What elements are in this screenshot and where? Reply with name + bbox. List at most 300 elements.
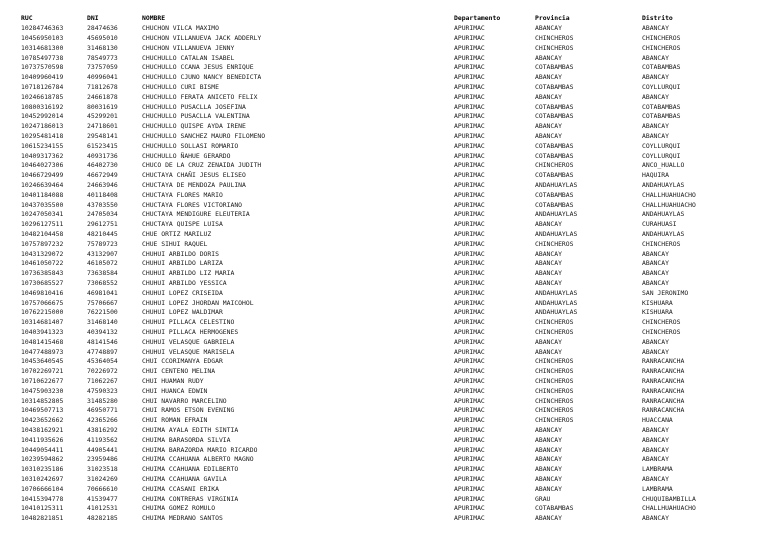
dni-cell: 45299201 — [87, 112, 118, 121]
ruc-cell: 10246618785 — [21, 92, 64, 101]
distrito-cell: COTABAMBAS — [642, 112, 681, 121]
distrito-cell: RANRACANCHA — [642, 367, 685, 376]
table-row — [0, 24, 768, 34]
departamento-cell: APURIMAC — [454, 112, 485, 121]
provincia-cell: ABANCAY — [535, 475, 562, 483]
provincia-cell: COTABAMBAS — [535, 83, 574, 91]
departamento-cell: APURIMAC — [454, 63, 485, 72]
provincia-cell: ABANCAY — [535, 484, 562, 493]
distrito-cell: ABANCAY — [642, 53, 669, 62]
distrito-cell: KISHUARA — [642, 298, 673, 307]
departamento-cell: APURIMAC — [454, 279, 485, 287]
table-row — [0, 387, 768, 397]
departamento-cell: APURIMAC — [454, 367, 485, 376]
provincia-cell: CHINCHEROS — [535, 34, 574, 42]
nombre-cell: CHUI HUAMAN RUDY — [142, 377, 204, 385]
table-row — [0, 83, 768, 93]
provincia-cell: COTABAMBAS — [535, 102, 574, 111]
table-row — [0, 465, 768, 475]
ruc-cell: 10247050341 — [21, 210, 64, 219]
ruc-cell: 10431329072 — [21, 249, 64, 258]
provincia-cell: ANDAHUAYLAS — [535, 308, 578, 317]
table-row — [0, 54, 768, 64]
dni-cell: 24661878 — [87, 92, 118, 101]
provincia-cell: CHINCHEROS — [535, 386, 574, 395]
nombre-cell: CHUI NAVARRO MARCELINO — [142, 396, 227, 405]
distrito-cell: ABANCAY — [642, 455, 669, 464]
dni-cell: 75706667 — [87, 298, 118, 307]
ruc-cell: 10730685527 — [21, 279, 64, 287]
provincia-cell: ABANCAY — [535, 337, 562, 346]
dni-cell: 43132907 — [87, 249, 118, 258]
table-row — [0, 210, 768, 220]
distrito-cell: ABANCAY — [642, 269, 669, 278]
nombre-cell: CHUHUI PILLACA HERMOGENES — [142, 328, 239, 336]
departamento-cell: APURIMAC — [454, 504, 485, 513]
departamento-cell: APURIMAC — [454, 377, 485, 385]
departamento-cell: APURIMAC — [454, 514, 485, 523]
table-row — [0, 269, 768, 279]
distrito-cell: CHINCHEROS — [642, 34, 681, 42]
table-row — [0, 485, 768, 495]
distrito-cell: LAMBRAMA — [642, 484, 673, 493]
departamento-cell: APURIMAC — [454, 298, 485, 307]
provincia-cell: COTABAMBAS — [535, 171, 574, 180]
provincia-cell: ABANCAY — [535, 24, 562, 33]
table-row — [0, 406, 768, 416]
ruc-cell: 10702269721 — [21, 367, 64, 376]
dni-cell: 42365266 — [87, 416, 118, 425]
provincia-cell: CHINCHEROS — [535, 377, 574, 385]
provincia-cell: CHINCHEROS — [535, 43, 574, 52]
nombre-cell: CHUCTAYA QUISPE LUISA — [142, 220, 223, 229]
distrito-cell: RANRACANCHA — [642, 406, 685, 415]
table-row — [0, 240, 768, 250]
header-provincia: Provincia — [535, 14, 570, 22]
departamento-cell: APURIMAC — [454, 494, 485, 503]
provincia-cell: COTABAMBAS — [535, 141, 574, 150]
nombre-cell: CHUCHULLO CJUNO NANCY BENEDICTA — [142, 73, 262, 82]
nombre-cell: CHUIMA BARASORDA SILVIA — [142, 435, 231, 444]
provincia-cell: COTABAMBAS — [535, 504, 574, 513]
provincia-cell: CHINCHEROS — [535, 357, 574, 366]
departamento-cell: APURIMAC — [454, 406, 485, 415]
nombre-cell: CHUHUI LOPEZ JHORDAN MAICOHOL — [142, 298, 254, 307]
departamento-cell: APURIMAC — [454, 435, 485, 444]
ruc-cell: 10314681407 — [21, 318, 64, 327]
dni-cell: 47748897 — [87, 347, 118, 356]
nombre-cell: CHUE SIHUI RAQUEL — [142, 239, 208, 248]
distrito-cell: CHALLHUAHUACHO — [642, 200, 696, 209]
ruc-cell: 10469810416 — [21, 288, 64, 297]
table-row — [0, 259, 768, 269]
ruc-cell: 10247186013 — [21, 122, 64, 131]
distrito-cell: ABANCAY — [642, 249, 669, 258]
table-row — [0, 279, 768, 289]
table-row — [0, 455, 768, 465]
nombre-cell: CHUCO DE LA CRUZ ZENAIDA JUDITH — [142, 161, 262, 170]
nombre-cell: CHUE ORTIZ MARILUZ — [142, 230, 212, 238]
provincia-cell: ABANCAY — [535, 220, 562, 229]
distrito-cell: COTABAMBAS — [642, 63, 681, 72]
departamento-cell: APURIMAC — [454, 445, 485, 454]
distrito-cell: ABANCAY — [642, 122, 669, 131]
ruc-cell: 10469507713 — [21, 406, 64, 415]
provincia-cell: ABANCAY — [535, 279, 562, 287]
table-row — [0, 357, 768, 367]
table-row — [0, 73, 768, 83]
departamento-cell: APURIMAC — [454, 230, 485, 238]
dni-cell: 31024269 — [87, 475, 118, 483]
table-row — [0, 514, 768, 524]
table-row — [0, 475, 768, 485]
dni-cell: 41193562 — [87, 435, 118, 444]
departamento-cell: APURIMAC — [454, 210, 485, 219]
provincia-cell: COTABAMBAS — [535, 200, 574, 209]
ruc-cell: 10757897232 — [21, 239, 64, 248]
distrito-cell: HAQUIRA — [642, 171, 669, 180]
nombre-cell: CHUI CCORIMANYA EDGAR — [142, 357, 223, 366]
distrito-cell: ABANCAY — [642, 475, 669, 483]
dni-cell: 45364054 — [87, 357, 118, 366]
ruc-cell: 10453640545 — [21, 357, 64, 366]
departamento-cell: APURIMAC — [454, 43, 485, 52]
nombre-cell: CHUIMA AYALA EDITH SINTIA — [142, 426, 239, 434]
distrito-cell: ABANCAY — [642, 337, 669, 346]
ruc-cell: 10423652662 — [21, 416, 64, 425]
dni-cell: 71062267 — [87, 377, 118, 385]
dni-cell: 70666610 — [87, 484, 118, 493]
nombre-cell: CHUCTAYA CHAÑI JESUS ELISEO — [142, 171, 246, 180]
ruc-cell: 10409317362 — [21, 151, 64, 160]
nombre-cell: CHUCHULLO PUSACLLA JOSEFINA — [142, 102, 246, 111]
ruc-cell: 10481415468 — [21, 337, 64, 346]
distrito-cell: CHUQUIBAMBILLA — [642, 494, 696, 503]
nombre-cell: CHUHUI VELASQUE GABRIELA — [142, 337, 235, 346]
distrito-cell: ABANCAY — [642, 92, 669, 101]
departamento-cell: APURIMAC — [454, 83, 485, 91]
ruc-cell: 10410125311 — [21, 504, 64, 513]
departamento-cell: APURIMAC — [454, 328, 485, 336]
departamento-cell: APURIMAC — [454, 102, 485, 111]
departamento-cell: APURIMAC — [454, 181, 485, 189]
distrito-cell: ABANCAY — [642, 347, 669, 356]
provincia-cell: CHINCHEROS — [535, 328, 574, 336]
table-row — [0, 171, 768, 181]
ruc-cell: 10314681300 — [21, 43, 64, 52]
departamento-cell: APURIMAC — [454, 308, 485, 317]
departamento-cell: APURIMAC — [454, 426, 485, 434]
departamento-cell: APURIMAC — [454, 161, 485, 170]
ruc-cell: 10737570598 — [21, 63, 64, 72]
dni-cell: 47590323 — [87, 386, 118, 395]
ruc-cell: 10466729499 — [21, 171, 64, 180]
dni-cell: 40931736 — [87, 151, 118, 160]
table-row — [0, 504, 768, 514]
departamento-cell: APURIMAC — [454, 151, 485, 160]
ruc-cell: 10314852805 — [21, 396, 64, 405]
table-row — [0, 103, 768, 113]
distrito-cell: RANRACANCHA — [642, 386, 685, 395]
nombre-cell: CHUCTAYA FLORES VICTORIANO — [142, 200, 243, 209]
dni-cell: 29612751 — [87, 220, 118, 229]
distrito-cell: CHINCHEROS — [642, 318, 681, 327]
provincia-cell: CHINCHEROS — [535, 406, 574, 415]
table-row — [0, 377, 768, 387]
provincia-cell: ANDAHUAYLAS — [535, 288, 578, 297]
departamento-cell: APURIMAC — [454, 239, 485, 248]
dni-cell: 29548141 — [87, 132, 118, 140]
dni-cell: 24663946 — [87, 181, 118, 189]
ruc-cell: 10482821851 — [21, 514, 64, 523]
distrito-cell: KISHUARA — [642, 308, 673, 317]
provincia-cell: ABANCAY — [535, 455, 562, 464]
ruc-cell: 10475903230 — [21, 386, 64, 395]
ruc-cell: 10239594862 — [21, 455, 64, 464]
provincia-cell: ABANCAY — [535, 426, 562, 434]
nombre-cell: CHUCHULLO QUISPE AYDA IRENE — [142, 122, 246, 131]
departamento-cell: APURIMAC — [454, 386, 485, 395]
ruc-cell: 10785497738 — [21, 53, 64, 62]
table-row — [0, 93, 768, 103]
table-row — [0, 416, 768, 426]
table-row — [0, 34, 768, 44]
dni-cell: 46950771 — [87, 406, 118, 415]
table-row — [0, 132, 768, 142]
dni-cell: 43816292 — [87, 426, 118, 434]
ruc-cell: 10401184088 — [21, 190, 64, 199]
nombre-cell: CHUIMA CCAHUANA ALBERTO MAGNO — [142, 455, 254, 464]
nombre-cell: CHUCHULLO SOLLASI ROMARIO — [142, 141, 239, 150]
table-row — [0, 161, 768, 171]
nombre-cell: CHUHUI LOPEZ CRISEIDA — [142, 288, 223, 297]
distrito-cell: ABANCAY — [642, 73, 669, 82]
dni-cell: 31485280 — [87, 396, 118, 405]
provincia-cell: ABANCAY — [535, 122, 562, 131]
table-row — [0, 181, 768, 191]
table-row — [0, 152, 768, 162]
departamento-cell: APURIMAC — [454, 34, 485, 42]
dni-cell: 61523415 — [87, 141, 118, 150]
ruc-cell: 10437035500 — [21, 200, 64, 209]
ruc-cell: 10464027306 — [21, 161, 64, 170]
dni-cell: 78549773 — [87, 53, 118, 62]
dni-cell: 76221500 — [87, 308, 118, 317]
nombre-cell: CHUCTAYA FLORES MARIO — [142, 190, 223, 199]
nombre-cell: CHUCHULLO ÑAHUE GERARDO — [142, 151, 231, 160]
nombre-cell: CHUI CENTENO MELINA — [142, 367, 216, 376]
table-row — [0, 338, 768, 348]
distrito-cell: CURAHUASI — [642, 220, 677, 229]
departamento-cell: APURIMAC — [454, 141, 485, 150]
dni-cell: 73068552 — [87, 279, 118, 287]
distrito-cell: COYLLURQUI — [642, 151, 681, 160]
ruc-cell: 10284746363 — [21, 24, 64, 33]
provincia-cell: ANDAHUAYLAS — [535, 298, 578, 307]
dni-cell: 28474636 — [87, 24, 118, 33]
distrito-cell: RANRACANCHA — [642, 357, 685, 366]
provincia-cell: CHINCHEROS — [535, 367, 574, 376]
departamento-cell: APURIMAC — [454, 484, 485, 493]
dni-cell: 31468140 — [87, 318, 118, 327]
provincia-cell: ABANCAY — [535, 445, 562, 454]
dni-cell: 31023518 — [87, 465, 118, 474]
departamento-cell: APURIMAC — [454, 337, 485, 346]
departamento-cell: APURIMAC — [454, 132, 485, 140]
dni-cell: 71812678 — [87, 83, 118, 91]
distrito-cell: LAMBRAMA — [642, 465, 673, 474]
provincia-cell: COTABAMBAS — [535, 151, 574, 160]
provincia-cell: COTABAMBAS — [535, 190, 574, 199]
dni-cell: 75789723 — [87, 239, 118, 248]
distrito-cell: ABANCAY — [642, 435, 669, 444]
table-row — [0, 397, 768, 407]
ruc-cell: 10736385843 — [21, 269, 64, 278]
distrito-cell: ANDAHUAYLAS — [642, 210, 685, 219]
distrito-cell: ANDAHUAYLAS — [642, 230, 685, 238]
nombre-cell: CHUHUI ARBILDO YESSICA — [142, 279, 227, 287]
dni-cell: 80031619 — [87, 102, 118, 111]
departamento-cell: APURIMAC — [454, 190, 485, 199]
nombre-cell: CHUCTAYA DE MENDOZA PAULINA — [142, 181, 246, 189]
nombre-cell: CHUHUI PILLACA CELESTINO — [142, 318, 235, 327]
nombre-cell: CHUIMA CCASANI ERIKA — [142, 484, 219, 493]
provincia-cell: ABANCAY — [535, 514, 562, 523]
departamento-cell: APURIMAC — [454, 416, 485, 425]
distrito-cell: CHALLHUAHUACHO — [642, 190, 696, 199]
table-row — [0, 318, 768, 328]
distrito-cell: COYLLURQUI — [642, 141, 681, 150]
header-departamento: Departamento — [454, 14, 501, 22]
distrito-cell: COTABAMBAS — [642, 102, 681, 111]
header-dni: DNI — [87, 14, 99, 22]
provincia-cell: ABANCAY — [535, 465, 562, 474]
table-row — [0, 308, 768, 318]
distrito-cell: CHINCHEROS — [642, 239, 681, 248]
table-row — [0, 299, 768, 309]
dni-cell: 41012531 — [87, 504, 118, 513]
nombre-cell: CHUHUI VELASQUE MARISELA — [142, 347, 235, 356]
dni-cell: 24718601 — [87, 122, 118, 131]
distrito-cell: COYLLURQUI — [642, 83, 681, 91]
dni-cell: 40996041 — [87, 73, 118, 82]
dni-cell: 46105072 — [87, 259, 118, 268]
nombre-cell: CHUHUI ARBILDO LARIZA — [142, 259, 223, 268]
departamento-cell: APURIMAC — [454, 465, 485, 474]
departamento-cell: APURIMAC — [454, 318, 485, 327]
ruc-cell: 10246639464 — [21, 181, 64, 189]
ruc-cell: 10615234155 — [21, 141, 64, 150]
nombre-cell: CHUHUI ARBILDO DORIS — [142, 249, 219, 258]
nombre-cell: CHUCHON VILLANUEVA JENNY — [142, 43, 235, 52]
nombre-cell: CHUI ROMAN EFRAIN — [142, 416, 208, 425]
provincia-cell: CHINCHEROS — [535, 239, 574, 248]
departamento-cell: APURIMAC — [454, 73, 485, 82]
distrito-cell: CHINCHEROS — [642, 328, 681, 336]
provincia-cell: CHINCHEROS — [535, 416, 574, 425]
nombre-cell: CHUCHULLO CURI BISME — [142, 83, 219, 91]
dni-cell: 44905441 — [87, 445, 118, 454]
nombre-cell: CHUIMA MEDRANO SANTOS — [142, 514, 223, 523]
provincia-cell: CHINCHEROS — [535, 318, 574, 327]
header-ruc: RUC — [21, 14, 33, 22]
distrito-cell: CHINCHEROS — [642, 43, 681, 52]
ruc-cell: 10411935626 — [21, 435, 64, 444]
ruc-cell: 10482104458 — [21, 230, 64, 238]
dni-cell: 73638584 — [87, 269, 118, 278]
ruc-cell: 10718126784 — [21, 83, 64, 91]
distrito-cell: SAN JERONIMO — [642, 288, 689, 297]
provincia-cell: COTABAMBAS — [535, 112, 574, 121]
table-row — [0, 328, 768, 338]
departamento-cell: APURIMAC — [454, 357, 485, 366]
table-row — [0, 426, 768, 436]
nombre-cell: CHUCTAYA MENDIGURE ELEUTERIA — [142, 210, 250, 219]
table-row — [0, 446, 768, 456]
ruc-cell: 10800316192 — [21, 102, 64, 111]
distrito-cell: ABANCAY — [642, 514, 669, 523]
distrito-cell: ABANCAY — [642, 445, 669, 454]
table-header — [0, 14, 768, 24]
table-row — [0, 191, 768, 201]
nombre-cell: CHUI HUANCA EDWIN — [142, 386, 208, 395]
ruc-cell: 10295481418 — [21, 132, 64, 140]
nombre-cell: CHUI RAMOS ETSON EVENING — [142, 406, 235, 415]
nombre-cell: CHUCHULLO CCANA JESUS ENRIQUE — [142, 63, 254, 72]
dni-cell: 43703550 — [87, 200, 118, 209]
table-row — [0, 230, 768, 240]
dni-cell: 40394132 — [87, 328, 118, 336]
departamento-cell: APURIMAC — [454, 475, 485, 483]
departamento-cell: APURIMAC — [454, 171, 485, 180]
nombre-cell: CHUIMA CONTRERAS VIRGINIA — [142, 494, 239, 503]
dni-cell: 48210445 — [87, 230, 118, 238]
departamento-cell: APURIMAC — [454, 53, 485, 62]
distrito-cell: ANCO_HUALLO — [642, 161, 685, 170]
departamento-cell: APURIMAC — [454, 347, 485, 356]
provincia-cell: ABANCAY — [535, 132, 562, 140]
ruc-cell: 10461050722 — [21, 259, 64, 268]
table-row — [0, 220, 768, 230]
departamento-cell: APURIMAC — [454, 396, 485, 405]
distrito-cell: ABANCAY — [642, 24, 669, 33]
distrito-cell: HUACCANA — [642, 416, 673, 425]
dni-cell: 48282185 — [87, 514, 118, 523]
distrito-cell: RANRACANCHA — [642, 396, 685, 405]
departamento-cell: APURIMAC — [454, 122, 485, 131]
nombre-cell: CHUCHON VILLANUEVA JACK ADDERLY — [142, 34, 262, 42]
ruc-cell: 10757066675 — [21, 298, 64, 307]
dni-cell: 31468130 — [87, 43, 118, 52]
ruc-cell: 10403941323 — [21, 328, 64, 336]
distrito-cell: ABANCAY — [642, 279, 669, 287]
ruc-cell: 10310242697 — [21, 475, 64, 483]
distrito-cell: CHALLHUAHUACHO — [642, 504, 696, 513]
header-distrito: Distrito — [642, 14, 673, 22]
dni-cell: 23959486 — [87, 455, 118, 464]
table-row — [0, 122, 768, 132]
ruc-cell: 10310235186 — [21, 465, 64, 474]
table-row — [0, 367, 768, 377]
ruc-cell: 10456950103 — [21, 34, 64, 42]
table-row — [0, 348, 768, 358]
provincia-cell: GRAU — [535, 494, 551, 503]
nombre-cell: CHUCHULLO SANCHEZ MAURO FILOMENO — [142, 132, 266, 140]
dni-cell: 46672949 — [87, 171, 118, 180]
nombre-cell: CHUIMA CCAHUANA GAVILA — [142, 475, 227, 483]
nombre-cell: CHUCHON VILCA MAXIMO — [142, 24, 219, 33]
nombre-cell: CHUIMA GOMEZ ROMULO — [142, 504, 216, 513]
